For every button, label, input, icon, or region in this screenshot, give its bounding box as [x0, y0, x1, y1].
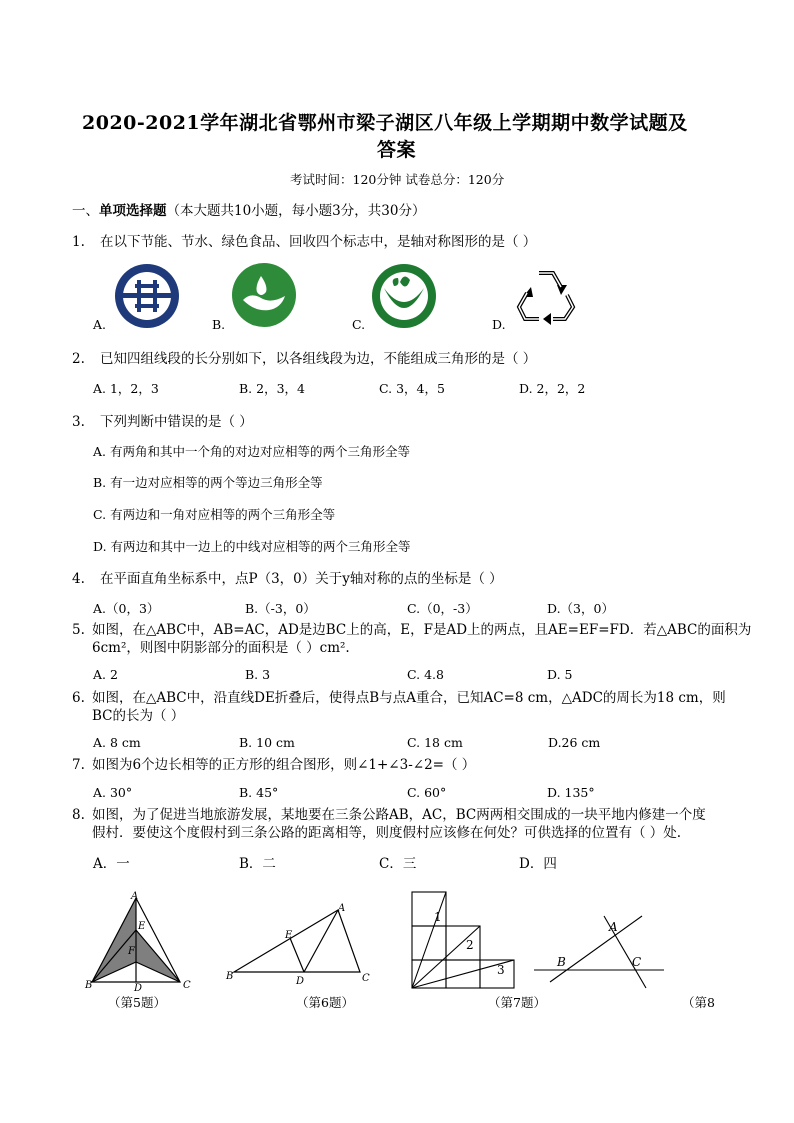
figure-8-roads [530, 912, 670, 992]
question-6: 6. 如图，在△ABC中，沿直线DE折叠后，使得点B与点A重合，已知AC=8 cm，△ADC的周长为18 cm，则 [72, 690, 726, 706]
fig8-label-a: A [609, 920, 618, 934]
fig5-label-f: F [128, 946, 135, 957]
q4-option-c: C.（0，-3） [407, 601, 478, 616]
fig5-label-d: D [134, 983, 143, 994]
q2-option-a: A. 1，2，3 [93, 381, 159, 396]
fig7-caption: （第7题） [488, 995, 546, 1010]
q3-option-c: C. 有两边和一角对应相等的两个三角形全等 [93, 507, 336, 522]
q1-option-a: A. [93, 317, 107, 332]
page-title-cont: 答案 [377, 139, 417, 161]
q7-option-b: B. 45° [239, 785, 279, 800]
section-rule: （本大题共10小题，每小题3分，共30分） [166, 203, 426, 219]
recycling-logo [513, 263, 579, 329]
q1-option-d: D. [492, 317, 506, 332]
q4-option-d: D.（3，0） [547, 601, 614, 616]
q3-option-a: A. 有两角和其中一个角的对边对应相等的两个三角形全等 [93, 444, 410, 459]
fig7-angle-2: 2 [466, 938, 474, 952]
fig8-caption: （第8 [682, 995, 715, 1010]
q7-option-a: A. 30° [93, 785, 133, 800]
q8-option-d: D．四 [519, 856, 557, 872]
q2-option-b: B. 2，3，4 [239, 381, 305, 396]
question-8: 8. 如图，为了促进当地旅游发展，某地要在三条公路AB，AC，BC两两相交围成的一块平地内修建一个度 [72, 807, 706, 823]
fig7-angle-1: 1 [434, 910, 442, 924]
fig6-label-d: D [296, 976, 305, 987]
fig8-label-c: C [632, 955, 642, 969]
fig6-label-a: A [338, 903, 346, 914]
section-heading [72, 199, 425, 219]
q7-option-d: D. 135° [547, 785, 595, 800]
q3-option-d: D. 有两边和其中一边上的中线对应相等的两个三角形全等 [93, 539, 411, 554]
q8-option-c: C．三 [379, 856, 417, 872]
energy-saving-logo [113, 262, 181, 330]
q3-option-b: B. 有一边对应相等的两个等边三角形全等 [93, 475, 323, 490]
q4-option-b: B.（-3，0） [245, 601, 316, 616]
q7-option-c: C. 60° [407, 785, 447, 800]
fig5-label-c: C [183, 980, 191, 991]
q1-option-b: B. [212, 317, 226, 332]
q5-option-d: D. 5 [547, 667, 573, 682]
q4-option-a: A.（0，3） [93, 601, 160, 616]
fig5-label-e: E [138, 921, 146, 932]
q6-option-b: B. 10 cm [239, 735, 295, 750]
figure-5-triangle [80, 890, 200, 996]
q6-option-c: C. 18 cm [407, 735, 463, 750]
green-food-logo [370, 262, 438, 330]
fig5-label-a: A [131, 891, 139, 902]
fig7-angle-3: 3 [497, 963, 505, 977]
section-number: 一、 [72, 203, 99, 219]
page-title: 2020-2021学年湖北省鄂州市梁子湖区八年级上学期期中数学试题及 [82, 112, 688, 134]
question-8-cont: 假村．要使这个度假村到三条公路的距离相等，则度假村应该修在何处？可供选择的位置有（ ）处. [92, 825, 682, 841]
fig6-label-e: E [285, 930, 293, 941]
question-4: 4. 在平面直角坐标系中，点P（3，0）关于y轴对称的点的坐标是（ ） [72, 571, 503, 587]
q2-option-d: D. 2，2，2 [519, 381, 586, 396]
q6-option-d: D.26 cm [548, 735, 601, 750]
water-saving-logo [231, 262, 297, 328]
q5-option-b: B. 3 [245, 667, 271, 682]
question-5-cont: 6cm²，则图中阴影部分的面积是（ ）cm². [92, 640, 350, 656]
q5-option-a: A. 2 [93, 667, 118, 682]
question-3: 3. 下列判断中错误的是（ ） [72, 414, 253, 430]
q8-option-a: A．一 [93, 856, 130, 872]
fig5-caption: （第5题） [108, 995, 166, 1010]
fig5-label-b: B [85, 980, 93, 991]
section-name: 单项选择题 [99, 203, 167, 219]
question-1: 1. 在以下节能、节水、绿色食品、回收四个标志中，是轴对称图形的是（ ） [72, 234, 537, 250]
q5-option-c: C. 4.8 [407, 667, 444, 682]
q6-option-a: A. 8 cm [93, 735, 141, 750]
q1-option-c: C. [352, 317, 366, 332]
question-6-cont: BC的长为（ ） [92, 708, 185, 724]
q8-option-b: B．二 [239, 856, 276, 872]
q2-option-c: C. 3，4，5 [379, 381, 445, 396]
fig6-caption: （第6题） [296, 995, 354, 1010]
question-7: 7. 如图为6个边长相等的正方形的组合图形，则∠1+∠3-∠2=（ ） [72, 757, 476, 773]
question-2: 2. 已知四组线段的长分别如下，以各组线段为边，不能组成三角形的是（ ） [72, 351, 537, 367]
exam-info: 考试时间：120分钟 试卷总分：120分 [290, 172, 505, 187]
question-5: 5. 如图，在△ABC中，AB=AC，AD是边BC上的高，E，F是AD上的两点，且AE=EF=FD．若△ABC的面积为 [72, 622, 752, 638]
fig8-label-b: B [557, 955, 566, 969]
fig6-label-c: C [362, 973, 370, 984]
fig6-label-b: B [226, 971, 234, 982]
